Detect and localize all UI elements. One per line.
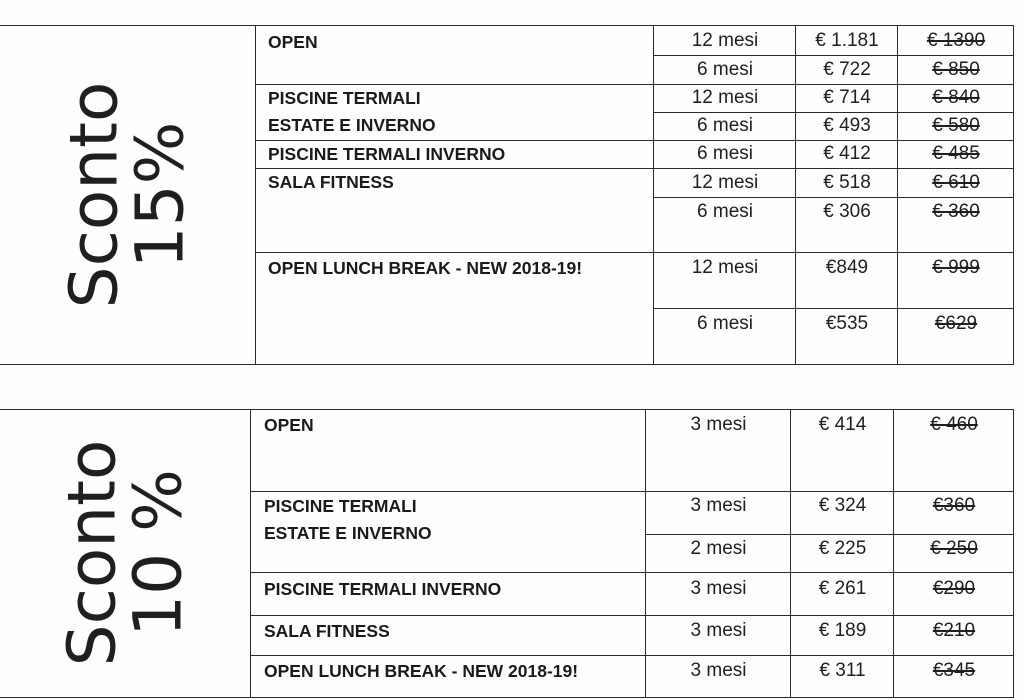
price: € 1.181 — [815, 30, 879, 51]
column-divider — [893, 409, 894, 697]
product-name: OPEN — [264, 415, 314, 435]
product-name: OPEN LUNCH BREAK - NEW 2018-19! — [264, 661, 579, 681]
column-divider — [1013, 409, 1014, 697]
column-divider — [795, 25, 796, 364]
duration: 6 mesi — [697, 201, 753, 222]
row-divider — [653, 308, 1014, 309]
price: € 324 — [818, 495, 867, 516]
column-divider — [790, 409, 791, 697]
row-divider — [250, 572, 1014, 573]
product-name: ESTATE E INVERNO — [268, 115, 436, 135]
duration: 6 mesi — [697, 143, 753, 164]
price: € 311 — [819, 660, 866, 681]
column-divider — [255, 25, 256, 364]
price: € 225 — [818, 538, 867, 559]
duration: 6 mesi — [697, 115, 753, 136]
duration: 3 mesi — [690, 414, 747, 435]
product-name: ESTATE E INVERNO — [264, 523, 432, 543]
old-price: €210 — [932, 620, 976, 641]
table-border — [0, 364, 1014, 365]
row-divider — [250, 655, 1014, 656]
product-name: PISCINE TERMALI — [264, 496, 417, 516]
price: € 722 — [823, 59, 871, 80]
discount-label — [0, 409, 250, 697]
old-price: €345 — [932, 660, 976, 681]
old-price: €290 — [932, 578, 976, 599]
duration: 6 mesi — [697, 59, 753, 80]
old-price: € 485 — [932, 143, 980, 164]
product-name: OPEN LUNCH BREAK - NEW 2018-19! — [268, 258, 583, 278]
table-border — [0, 697, 1014, 698]
old-price: € 840 — [932, 87, 980, 108]
price: € 518 — [823, 172, 871, 193]
duration: 3 mesi — [690, 620, 747, 641]
old-price: € 580 — [932, 115, 980, 136]
price: € 714 — [823, 87, 871, 108]
column-divider — [1013, 25, 1014, 364]
duration: 3 mesi — [690, 660, 747, 681]
discount-percent: 15% — [121, 121, 199, 268]
discount-percent: 10 % — [119, 469, 196, 637]
old-price: € 460 — [930, 414, 978, 435]
old-price: €629 — [934, 313, 978, 334]
duration: 12 mesi — [691, 87, 759, 108]
product-name: PISCINE TERMALI INVERNO — [264, 579, 502, 599]
duration: 2 mesi — [690, 538, 747, 559]
product-name: SALA FITNESS — [268, 172, 394, 192]
old-price: € 1390 — [926, 30, 986, 51]
product-name: SALA FITNESS — [264, 621, 390, 641]
duration: 12 mesi — [691, 30, 759, 51]
column-divider — [653, 25, 654, 364]
product-name: OPEN — [268, 32, 318, 52]
price: €535 — [825, 313, 869, 334]
column-divider — [645, 409, 646, 697]
old-price: € 360 — [932, 201, 980, 222]
price: €849 — [825, 257, 869, 278]
product-name: PISCINE TERMALI — [268, 88, 421, 108]
duration: 3 mesi — [690, 495, 747, 516]
duration: 6 mesi — [697, 313, 753, 334]
old-price: € 610 — [932, 172, 980, 193]
column-divider — [250, 409, 251, 697]
duration: 12 mesi — [691, 257, 759, 278]
price: € 261 — [818, 578, 867, 599]
price: € 493 — [823, 115, 871, 136]
discount-word: Sconto — [55, 81, 133, 308]
old-price: € 999 — [932, 257, 980, 278]
duration: 3 mesi — [690, 578, 747, 599]
price: € 189 — [818, 620, 867, 641]
price: € 412 — [823, 143, 871, 164]
old-price: €360 — [932, 495, 976, 516]
old-price: € 250 — [930, 538, 978, 559]
old-price: € 850 — [932, 59, 980, 80]
price: € 306 — [823, 201, 871, 222]
row-divider — [255, 252, 1014, 253]
discount-label — [0, 25, 255, 364]
row-divider — [250, 615, 1014, 616]
column-divider — [897, 25, 898, 364]
product-name: PISCINE TERMALI INVERNO — [268, 144, 506, 164]
duration: 12 mesi — [691, 172, 759, 193]
discount-word: Sconto — [53, 439, 130, 667]
price: € 414 — [818, 414, 867, 435]
